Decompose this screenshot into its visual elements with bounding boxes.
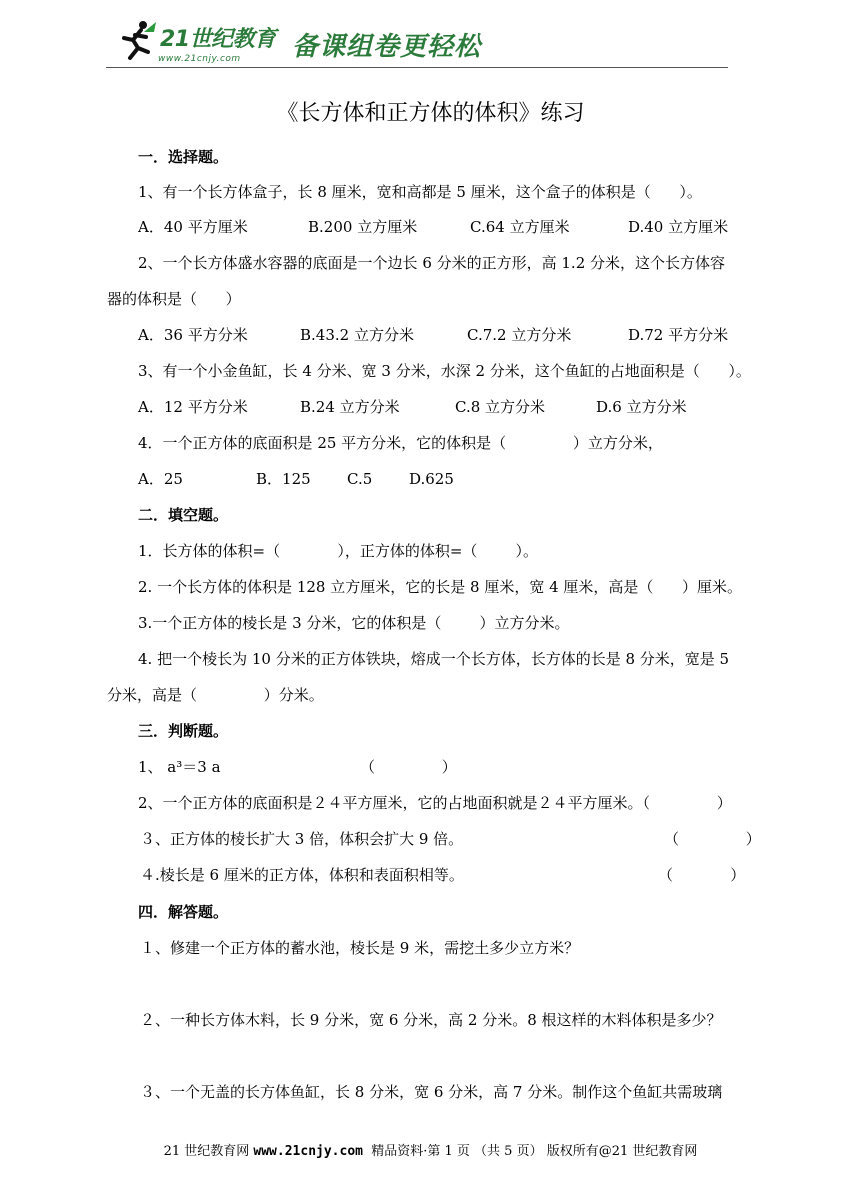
section-heading: 一．选择题。 — [138, 148, 229, 166]
option-b: B．125 — [256, 470, 311, 488]
question-text: 2. 一个长方体的体积是 128 立方厘米，它的长是 8 厘米，宽 4 厘米，高是（ ）厘米。 — [138, 578, 743, 596]
question-text: 4．一个正方体的底面积是 25 平方分米，它的体积是（ ）立方分米， — [138, 434, 663, 452]
question-text: 1、有一个长方体盒子，长 8 厘米，宽和高都是 5 厘米，这个盒子的体积是（ ）。 — [138, 183, 702, 201]
option-a: A．12 平方分米 — [138, 398, 248, 416]
option-b: B.43.2 立方分米 — [300, 326, 414, 344]
answer-parens: （ ） — [360, 758, 457, 776]
footer-site: 21 世纪教育网 — [163, 1144, 254, 1159]
section-heading: 二．填空题。 — [138, 506, 229, 524]
footer-url: www.21cnjy.com — [253, 1144, 363, 1159]
page-footer — [0, 1140, 861, 1159]
question-text: 1．长方体的体积=（ ），正方体的体积=（ ）。 — [138, 542, 539, 560]
option-b: B.200 立方厘米 — [308, 218, 418, 236]
header-divider — [106, 67, 728, 68]
option-c: C.8 立方分米 — [455, 398, 546, 416]
section-heading: 四．解答题。 — [138, 903, 229, 921]
runner-logo-icon — [114, 18, 158, 62]
page-title: 《长方体和正方体的体积》练习 — [276, 101, 585, 126]
problem-text: １、修建一个正方体的蓄水池，棱长是 9 米，需挖土多少立方米？ — [140, 939, 580, 957]
brand-name: 21世纪教育 — [160, 27, 276, 52]
option-a: A．40 平方厘米 — [138, 218, 248, 236]
option-b: B.24 立方分米 — [300, 398, 400, 416]
option-a: A．36 平方分米 — [138, 326, 248, 344]
answer-parens: （ ） — [658, 866, 746, 884]
slogan: 备课组卷更轻松 — [292, 32, 482, 62]
footer-page-info: 精品资料·第 1 页 （共 5 页） 版权所有@21 世纪教育网 — [362, 1144, 698, 1159]
question-text: 3.一个正方体的棱长是 3 分米，它的体积是（ ）立方分米。 — [138, 614, 570, 632]
option-a: A．25 — [138, 470, 183, 488]
question-text: 3、有一个小金鱼缸，长 4 分米、宽 3 分米，水深 2 分米，这个鱼缸的占地面积是（ ）。 — [138, 362, 751, 380]
brand-url: www.21cnjy.com — [158, 54, 241, 64]
option-d: D.625 — [409, 470, 454, 488]
problem-text: ３、一个无盖的长方体鱼缸，长 8 分米，宽 6 分米，高 7 分米。制作这个鱼缸共需玻璃 — [140, 1083, 723, 1101]
problem-text: ２、一种长方体木料，长 9 分米，宽 6 分米，高 2 分米。8 根这样的木料体积是多少？ — [140, 1011, 722, 1029]
statement-text: 1、 a³＝3 a — [138, 758, 221, 776]
option-c: C.7.2 立方分米 — [467, 326, 572, 344]
answer-parens: （ ） — [664, 830, 761, 848]
question-text: 2、一个长方体盛水容器的底面是一个边长 6 分米的正方形，高 1.2 分米，这个长方体容 — [138, 254, 726, 272]
question-text: 器的体积是（ ） — [107, 290, 241, 308]
page-header — [106, 14, 728, 70]
question-text: 4. 把一个棱长为 10 分米的正方体铁块，熔成一个长方体，长方体的长是 8 分米，宽是 5 — [138, 650, 730, 668]
question-text: 分米，高是（ ）分米。 — [107, 686, 324, 704]
option-c: C.64 立方厘米 — [470, 218, 570, 236]
section-heading: 三．判断题。 — [138, 722, 229, 740]
statement-text: ４.棱长是 6 厘米的正方体，体积和表面积相等。 — [140, 866, 464, 884]
option-c: C.5 — [347, 470, 373, 488]
option-d: D.6 立方分米 — [596, 398, 687, 416]
option-d: D.40 立方厘米 — [628, 218, 729, 236]
option-d: D.72 平方分米 — [628, 326, 729, 344]
statement-text: 2、一个正方体的底面积是２４平方厘米，它的占地面积就是２４平方厘米。（ ） — [138, 794, 732, 812]
statement-text: ３、正方体的棱长扩大 3 倍，体积会扩大 9 倍。 — [140, 830, 464, 848]
